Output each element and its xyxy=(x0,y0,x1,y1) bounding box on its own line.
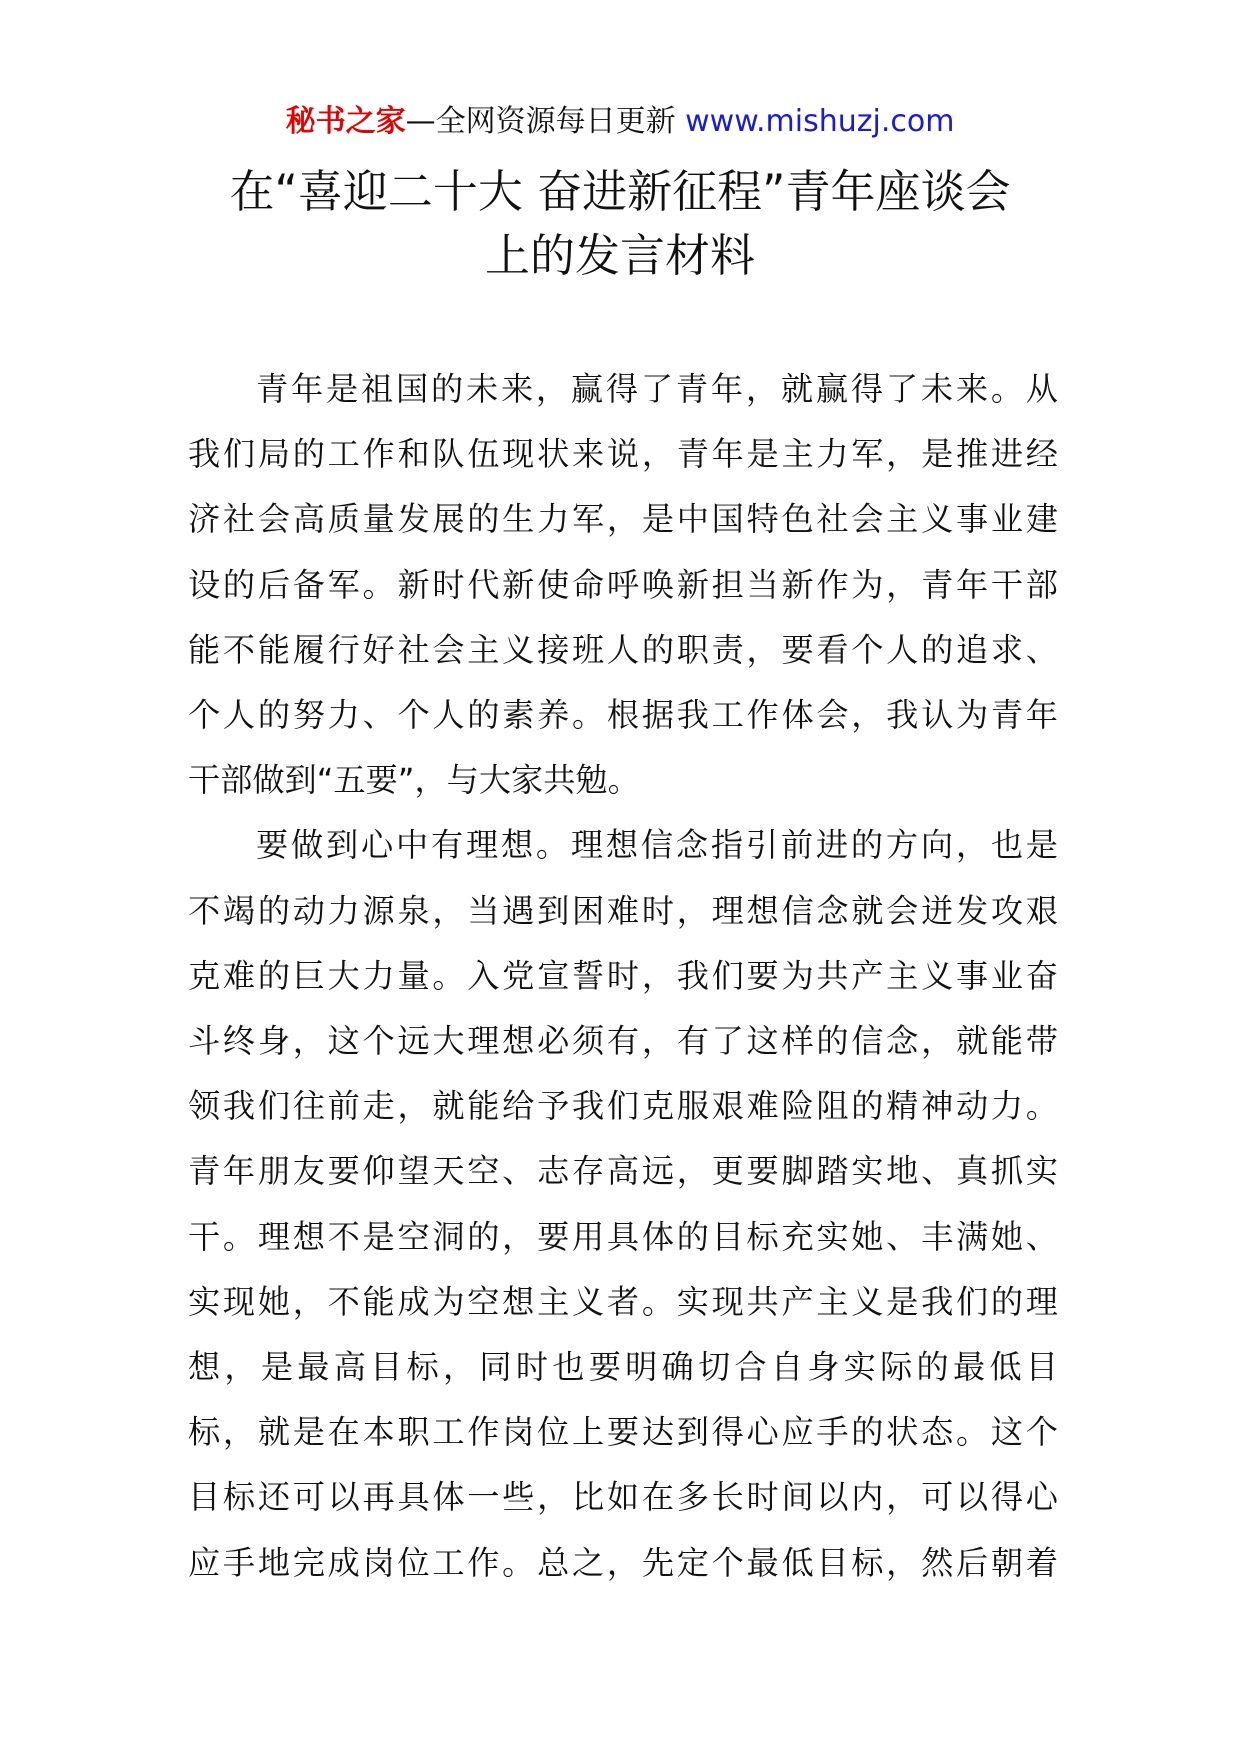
paragraph-line: 斗终身，这个远大理想必须有，有了这样的信念，就能带 xyxy=(188,1022,1058,1061)
paragraph-line: 想，是最高目标，同时也要明确切合自身实际的最低目 xyxy=(188,1348,1058,1387)
header-tagline: —全网资源每日更新 xyxy=(405,104,686,139)
paragraph-line: 实现她，不能成为空想主义者。实现共产主义是我们的理 xyxy=(188,1282,1058,1321)
document-title-line-1: 在“喜迎二十大 奋进新征程”青年座谈会 xyxy=(229,165,1011,218)
site-header-banner xyxy=(0,100,1240,144)
site-url-link[interactable]: www.mishuzj.com xyxy=(685,104,955,139)
brand-name: 秘书之家 xyxy=(285,104,406,139)
paragraph-line: 克难的巨大力量。入党宣誓时，我们要为共产主义事业奋 xyxy=(188,956,1058,995)
paragraph-line: 干部做到“五要”，与大家共勉。 xyxy=(188,761,640,800)
paragraph-line: 我们局的工作和队伍现状来说，青年是主力军，是推进经 xyxy=(188,435,1058,474)
document-body xyxy=(188,357,1058,1596)
document-title xyxy=(150,160,1090,288)
paragraph-2 xyxy=(188,813,1058,1595)
document-title-line-2: 上的发言材料 xyxy=(484,229,755,282)
paragraph-line: 个人的努力、个人的素养。根据我工作体会，我认为青年 xyxy=(188,696,1058,735)
paragraph-line: 标，就是在本职工作岗位上要达到得心应手的状态。这个 xyxy=(188,1413,1058,1452)
paragraph-line: 领我们往前走，就能给予我们克服艰难险阻的精神动力。 xyxy=(188,1087,1058,1126)
paragraph-line: 设的后备军。新时代新使命呼唤新担当新作为，青年干部 xyxy=(188,565,1058,604)
paragraph-line: 要做到心中有理想。理想信念指引前进的方向，也是 xyxy=(256,826,1058,865)
paragraph-line: 干。理想不是空洞的，要用具体的目标充实她、丰满她、 xyxy=(188,1217,1058,1256)
paragraph-line: 不竭的动力源泉，当遇到困难时，理想信念就会迸发攻艰 xyxy=(188,891,1058,930)
paragraph-line: 青年是祖国的未来，赢得了青年，就赢得了未来。从 xyxy=(256,370,1058,408)
paragraph-line: 应手地完成岗位工作。总之，先定个最低目标，然后朝着 xyxy=(188,1543,1058,1582)
paragraph-line: 能不能履行好社会主义接班人的职责，要看个人的追求、 xyxy=(188,630,1058,669)
paragraph-line: 目标还可以再具体一些，比如在多长时间以内，可以得心 xyxy=(188,1478,1058,1517)
paragraph-line: 济社会高质量发展的生力军，是中国特色社会主义事业建 xyxy=(188,500,1058,539)
paragraph-line: 青年朋友要仰望天空、志存高远，更要脚踏实地、真抓实 xyxy=(188,1152,1058,1191)
paragraph-1 xyxy=(188,357,1058,813)
